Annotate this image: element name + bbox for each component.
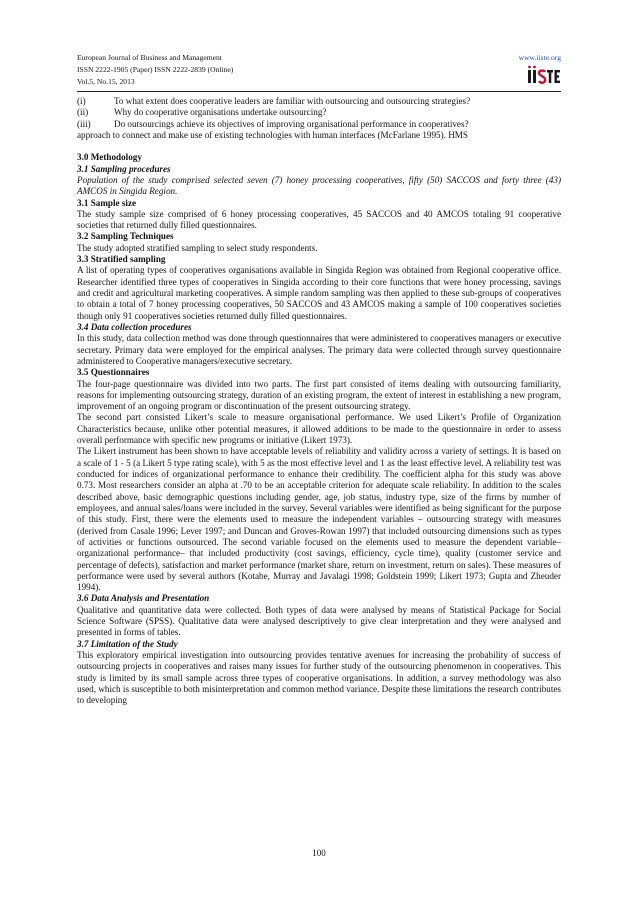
limitation-paragraph: This exploratory empirical investigation into outsourcing provides tentative avenues for increasing the probability of success of outsourcing projects in cooperatives and raises many issues for further study of the outsourcing phenomenon in cooperatives. This study is limited by its small sample across three types of cooperative organisations. In addition, a survey methodology was also used, which is susceptible to both misinterpretation and common method variance. Despite these limitations the research contributes to developing: [77, 650, 561, 706]
stratified-sampling-heading: 3.3 Stratified sampling: [77, 254, 166, 265]
research-question-3: [77, 119, 561, 130]
sampling-techniques-heading: 3.2 Sampling Techniques: [77, 231, 174, 242]
sample-size-paragraph: The study sample size comprised of 6 honey processing cooperatives, 45 SACCOS and 40 AMCOS totaling 91 cooperative societies that returned dully filled questionnaires.: [77, 208, 561, 231]
research-question-2: [77, 107, 561, 118]
intro-tail-paragraph: approach to connect and make use of existing technologies with human interfaces (McFarlane 1995). HMS: [77, 129, 468, 140]
body-content: [77, 96, 561, 707]
question-text: To what extent does cooperative leaders are familiar with outsourcing and outsourcing strategies?: [114, 96, 471, 106]
question-text: Why do cooperative organisations undertake outsourcing?: [114, 107, 327, 118]
stratified-sampling-paragraph: A list of operating types of cooperatives organisations available in Singida Region was obtained from Regional cooperative office. Researcher identified three types of cooperatives in Singida according to their core functions that were honey processing, savings and credit and agricultural marketing cooperatives. A simple random sampling was then applied to these sub-groups of cooperatives to obtain a total of 7 honey processing cooperatives, 50 SACCOS and 43 AMCOS making a sample of 100 cooperatives societies though only 91 cooperatives societies returned dully filled questionnaires.: [77, 265, 561, 321]
page-header: [77, 52, 561, 88]
questionnaires-heading: 3.5 Questionnaires: [77, 367, 150, 378]
data-collection-paragraph: In this study, data collection method was done through questionnaires that were administered to cooperatives managers or executive secretary. Primary data were employed for the empirical analyses. The primary data were collected through survey questionnaire administered to Cooperative managers/executive secretary.: [77, 333, 561, 366]
sample-size-heading: 3.1 Sample size: [77, 197, 137, 208]
question-number: (iii): [77, 118, 91, 129]
data-collection-heading: 3.4 Data collection procedures: [77, 321, 192, 332]
sampling-techniques-paragraph: The study adopted stratified sampling to select study respondents.: [77, 242, 318, 253]
issn-line: ISSN 2222-1905 (Paper) ISSN 2222-2839 (Online): [77, 65, 234, 74]
volume-line: Vol.5, No.15, 2013: [77, 77, 135, 86]
questionnaires-paragraph-3: The Likert instrument has been shown to have acceptable levels of reliability and validity across a variety of settings. It is based on a scale of 1 - 5 (a Likert 5 type rating scale), with 5 as the most effective level and 1 as the least effective level. A reliability test was conducted for indices of organizational performance to enhance their credibility. The coefficient alpha for this study was above 0.73. Most researchers consider an alpha at .70 to be an acceptable criterion for adequate scale reliability. In addition to the scales described above, basic demographic questions including gender, age, job status, industry type, size of the firms by number of employees, and annual sales/loans were included in the survey. Several variables were identified as being significant for the purpose of this study. First, there were the elements used to measure the independent variables – outsourcing strategy with measures (derived from Casale 1996; Lever 1997; and Duncan and Groves-Rowan 1997) that included outsourcing dimensions such as types of activities or functions outsourced. The second variable focused on the elements used to measure the dependent variable–organizational performance– that included productivity (cost savings, efficiency, cycle time), quality (customer service and percentage of defects), satisfaction and market performance (market share, return on investment, return on sales). These measures of performance were used by several authors (Kotabe, Murray and Javalagi 1998; Goldstein 1999; Likert 1973; Gupta and Zheuder 1994).: [77, 446, 561, 593]
journal-url-link[interactable]: www.iiste.org: [518, 53, 561, 62]
methodology-heading: 3.0 Methodology: [77, 152, 142, 163]
iiste-logo: [527, 65, 561, 87]
sampling-procedures-heading: 3.1 Sampling procedures: [77, 163, 171, 174]
questionnaires-paragraph-2: The second part consisted Likert’s scale to measure organisational performance. We used Likert’s Profile of Organization Characteristics because, unlike other potential measures, it allowed additions to be made to the questionnaire in order to assess overall performance with specific new programs or initiative (Likert 1973).: [77, 412, 561, 446]
limitation-heading: 3.7 Limitation of the Study: [77, 638, 178, 649]
questionnaires-paragraph-1: The four-page questionnaire was divided into two parts. The first part consisted of items dealing with outsourcing familiarity, reasons for implementing outsourcing strategy, duration of an existing program, the extent of interest in establishing a new program, improvement of an ongoing program or discontinuation of the present outsourcing strategy.: [77, 378, 561, 412]
question-number: (ii): [77, 107, 89, 118]
page-number: 100: [312, 848, 326, 858]
sampling-procedures-paragraph: Population of the study comprised selected seven (7) honey processing cooperatives, fifty (50) SACCOS and forty three (43) AMCOS in Singida Region.: [77, 174, 561, 197]
journal-name: European Journal of Business and Management: [77, 53, 222, 62]
question-text: Do outsourcings achieve its objectives of improving organisational performance in cooperatives?: [114, 118, 469, 129]
research-question-1: [77, 96, 561, 107]
question-number: (i): [77, 96, 86, 106]
data-analysis-heading: 3.6 Data Analysis and Presentation: [77, 593, 210, 604]
data-analysis-paragraph: Qualitative and quantitative data were collected. Both types of data were analysed by means of Statistical Package for Social Science Software (SPSS). Qualitative data were analysed descriptively to give clear interpretation and they were analysed and presented in forms of tables.: [77, 604, 561, 638]
header-divider: [77, 91, 561, 92]
